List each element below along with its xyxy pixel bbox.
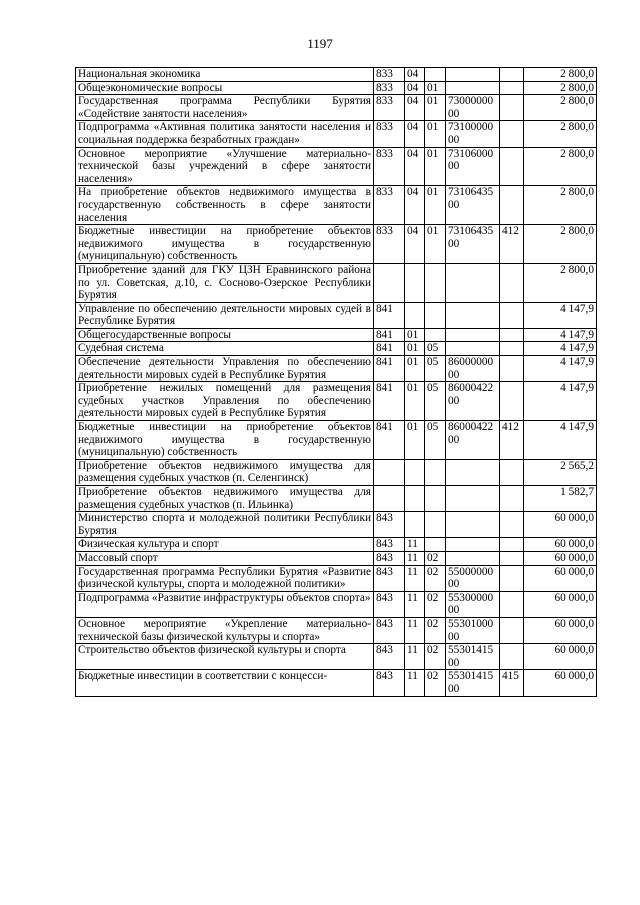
subsection-code xyxy=(425,68,446,82)
section-code xyxy=(405,512,425,538)
ministry-code xyxy=(374,459,405,485)
section-code xyxy=(405,263,425,302)
table-row xyxy=(76,328,597,342)
item-name: Бюджетные инвестиции на приобретение объектов недвижимого имущества в государственную (муниципальную) собственность xyxy=(76,421,374,460)
item-name: Приобретение объектов недвижимого имущества для размещения судебных участков (п. Ильинка) xyxy=(76,486,374,512)
item-name: Обеспечение деятельности Управления по обеспечению деятельности мировых судей в Республике Бурятия xyxy=(76,356,374,382)
ministry-code xyxy=(374,486,405,512)
subsection-code xyxy=(425,486,446,512)
table-row xyxy=(76,121,597,147)
ministry-code: 843 xyxy=(374,538,405,552)
item-name: Государственная программа Республики Бурятия «Развитие физической культуры, спорта и молодежной политики» xyxy=(76,565,374,591)
expense-type-code xyxy=(500,644,524,670)
section-code: 11 xyxy=(405,551,425,565)
item-name: Общеэкономические вопросы xyxy=(76,81,374,95)
subsection-code: 02 xyxy=(425,551,446,565)
item-name: Государственная программа Республики Бурятия «Содействие занятости населения» xyxy=(76,95,374,121)
expense-type-code xyxy=(500,459,524,485)
ministry-code: 833 xyxy=(374,147,405,186)
target-article-code xyxy=(446,551,500,565)
item-name: Общегосударственные вопросы xyxy=(76,328,374,342)
table-row xyxy=(76,421,597,460)
amount: 60 000,0 xyxy=(524,591,597,617)
table-row xyxy=(76,486,597,512)
expense-type-code xyxy=(500,302,524,328)
item-name: Приобретение объектов недвижимого имущества для размещения судебных участков (п. Селенгинск) xyxy=(76,459,374,485)
section-code xyxy=(405,459,425,485)
table-row xyxy=(76,95,597,121)
subsection-code xyxy=(425,263,446,302)
target-article-code xyxy=(446,342,500,356)
subsection-code: 01 xyxy=(425,225,446,264)
expense-type-code xyxy=(500,68,524,82)
item-name: Основное мероприятие «Укрепление материально-технической базы физической культуры и спорта» xyxy=(76,617,374,643)
expense-type-code xyxy=(500,382,524,421)
table-row xyxy=(76,551,597,565)
target-article-code xyxy=(446,328,500,342)
table-row xyxy=(76,459,597,485)
target-article-code: 7310600000 xyxy=(446,147,500,186)
expense-type-code xyxy=(500,328,524,342)
section-code: 04 xyxy=(405,121,425,147)
target-article-code xyxy=(446,68,500,82)
table-row xyxy=(76,382,597,421)
subsection-code: 01 xyxy=(425,147,446,186)
ministry-code: 833 xyxy=(374,81,405,95)
expense-type-code xyxy=(500,356,524,382)
subsection-code xyxy=(425,538,446,552)
subsection-code: 01 xyxy=(425,81,446,95)
ministry-code: 841 xyxy=(374,421,405,460)
ministry-code: 833 xyxy=(374,95,405,121)
item-name: Подпрограмма «Активная политика занятости населения и социальная поддержка безработных граждан» xyxy=(76,121,374,147)
ministry-code: 843 xyxy=(374,670,405,696)
section-code: 04 xyxy=(405,68,425,82)
item-name: Основное мероприятие «Улучшение материально-технической базы учреждений в сфере занятости населения» xyxy=(76,147,374,186)
amount: 4 147,9 xyxy=(524,342,597,356)
ministry-code xyxy=(374,263,405,302)
expense-type-code xyxy=(500,486,524,512)
subsection-code: 01 xyxy=(425,95,446,121)
ministry-code: 841 xyxy=(374,356,405,382)
section-code: 01 xyxy=(405,342,425,356)
target-article-code xyxy=(446,81,500,95)
section-code: 04 xyxy=(405,147,425,186)
amount: 60 000,0 xyxy=(524,538,597,552)
section-code xyxy=(405,486,425,512)
amount: 4 147,9 xyxy=(524,356,597,382)
target-article-code: 7310000000 xyxy=(446,121,500,147)
section-code: 04 xyxy=(405,186,425,225)
ministry-code: 833 xyxy=(374,121,405,147)
amount: 2 800,0 xyxy=(524,95,597,121)
ministry-code: 843 xyxy=(374,644,405,670)
table-row xyxy=(76,356,597,382)
ministry-code: 841 xyxy=(374,328,405,342)
table-row xyxy=(76,512,597,538)
expense-type-code xyxy=(500,81,524,95)
subsection-code xyxy=(425,328,446,342)
page-number: 1197 xyxy=(307,36,333,51)
section-code: 11 xyxy=(405,670,425,696)
budget-table-body xyxy=(76,68,597,697)
ministry-code: 843 xyxy=(374,551,405,565)
amount: 60 000,0 xyxy=(524,551,597,565)
table-row xyxy=(76,68,597,82)
subsection-code: 05 xyxy=(425,382,446,421)
section-code: 11 xyxy=(405,591,425,617)
expense-type-code xyxy=(500,617,524,643)
amount: 2 800,0 xyxy=(524,81,597,95)
subsection-code xyxy=(425,459,446,485)
subsection-code: 02 xyxy=(425,591,446,617)
target-article-code: 5530141500 xyxy=(446,670,500,696)
section-code xyxy=(405,302,425,328)
expense-type-code xyxy=(500,342,524,356)
amount: 2 800,0 xyxy=(524,147,597,186)
expense-type-code xyxy=(500,591,524,617)
target-article-code: 5530000000 xyxy=(446,591,500,617)
item-name: Управление по обеспечению деятельности мировых судей в Республике Бурятия xyxy=(76,302,374,328)
expense-type-code xyxy=(500,551,524,565)
item-name: Министерство спорта и молодежной политики Республики Бурятия xyxy=(76,512,374,538)
ministry-code: 841 xyxy=(374,342,405,356)
amount: 2 800,0 xyxy=(524,263,597,302)
ministry-code: 841 xyxy=(374,302,405,328)
ministry-code: 833 xyxy=(374,186,405,225)
table-row xyxy=(76,591,597,617)
expense-type-code xyxy=(500,565,524,591)
subsection-code: 02 xyxy=(425,644,446,670)
amount: 60 000,0 xyxy=(524,512,597,538)
amount: 60 000,0 xyxy=(524,670,597,696)
table-row xyxy=(76,538,597,552)
expense-type-code xyxy=(500,186,524,225)
expense-type-code xyxy=(500,147,524,186)
item-name: Приобретение нежилых помещений для размещения судебных участков Управления по обеспечению деятельности мировых судей в Республике Бурятия xyxy=(76,382,374,421)
amount: 2 800,0 xyxy=(524,225,597,264)
section-code: 11 xyxy=(405,565,425,591)
subsection-code: 05 xyxy=(425,421,446,460)
table-row xyxy=(76,147,597,186)
target-article-code: 8600000000 xyxy=(446,356,500,382)
amount: 4 147,9 xyxy=(524,382,597,421)
item-name: Строительство объектов физической культуры и спорта xyxy=(76,644,374,670)
subsection-code: 02 xyxy=(425,565,446,591)
target-article-code: 8600042200 xyxy=(446,382,500,421)
item-name: Подпрограмма «Развитие инфраструктуры объектов спорта» xyxy=(76,591,374,617)
item-name: На приобретение объектов недвижимого имущества в государственную собственность в сфере занятости населения xyxy=(76,186,374,225)
expense-type-code: 415 xyxy=(500,670,524,696)
section-code: 11 xyxy=(405,617,425,643)
section-code: 04 xyxy=(405,95,425,121)
item-name: Бюджетные инвестиции в соответствии с концесси- xyxy=(76,670,374,696)
target-article-code xyxy=(446,459,500,485)
ministry-code: 833 xyxy=(374,225,405,264)
item-name: Физическая культура и спорт xyxy=(76,538,374,552)
table-row xyxy=(76,225,597,264)
amount: 2 800,0 xyxy=(524,68,597,82)
section-code: 01 xyxy=(405,421,425,460)
target-article-code xyxy=(446,486,500,512)
amount: 2 800,0 xyxy=(524,121,597,147)
amount: 1 582,7 xyxy=(524,486,597,512)
item-name: Приобретение зданий для ГКУ ЦЗН Еравнинского района по ул. Советская, д.10, с. Сосново-Озерское Республики Бурятия xyxy=(76,263,374,302)
ministry-code: 843 xyxy=(374,565,405,591)
subsection-code: 01 xyxy=(425,121,446,147)
section-code: 04 xyxy=(405,225,425,264)
expense-type-code xyxy=(500,512,524,538)
target-article-code xyxy=(446,512,500,538)
expense-type-code xyxy=(500,95,524,121)
amount: 2 800,0 xyxy=(524,186,597,225)
section-code: 01 xyxy=(405,328,425,342)
ministry-code: 843 xyxy=(374,617,405,643)
amount: 4 147,9 xyxy=(524,421,597,460)
target-article-code: 8600042200 xyxy=(446,421,500,460)
target-article-code: 7310643500 xyxy=(446,225,500,264)
target-article-code: 5530141500 xyxy=(446,644,500,670)
ministry-code: 843 xyxy=(374,512,405,538)
target-article-code: 7300000000 xyxy=(446,95,500,121)
subsection-code xyxy=(425,302,446,328)
target-article-code: 5530100000 xyxy=(446,617,500,643)
subsection-code: 02 xyxy=(425,670,446,696)
amount: 60 000,0 xyxy=(524,644,597,670)
subsection-code: 05 xyxy=(425,342,446,356)
expense-type-code xyxy=(500,121,524,147)
target-article-code: 5500000000 xyxy=(446,565,500,591)
item-name: Судебная система xyxy=(76,342,374,356)
item-name: Массовый спорт xyxy=(76,551,374,565)
table-row xyxy=(76,644,597,670)
section-code: 11 xyxy=(405,644,425,670)
amount: 60 000,0 xyxy=(524,617,597,643)
table-row xyxy=(76,263,597,302)
item-name: Бюджетные инвестиции на приобретение объектов недвижимого имущества в государственную (муниципальную) собственность xyxy=(76,225,374,264)
ministry-code: 843 xyxy=(374,591,405,617)
expense-type-code xyxy=(500,538,524,552)
section-code: 11 xyxy=(405,538,425,552)
table-row xyxy=(76,302,597,328)
ministry-code: 833 xyxy=(374,68,405,82)
table-row xyxy=(76,342,597,356)
section-code: 04 xyxy=(405,81,425,95)
table-row xyxy=(76,81,597,95)
subsection-code: 02 xyxy=(425,617,446,643)
table-row xyxy=(76,565,597,591)
target-article-code xyxy=(446,263,500,302)
expense-type-code: 412 xyxy=(500,225,524,264)
ministry-code: 841 xyxy=(374,382,405,421)
amount: 4 147,9 xyxy=(524,328,597,342)
table-row xyxy=(76,186,597,225)
target-article-code: 7310643500 xyxy=(446,186,500,225)
expense-type-code: 412 xyxy=(500,421,524,460)
amount: 4 147,9 xyxy=(524,302,597,328)
item-name: Национальная экономика xyxy=(76,68,374,82)
section-code: 01 xyxy=(405,356,425,382)
subsection-code: 05 xyxy=(425,356,446,382)
table-row xyxy=(76,670,597,696)
table-row xyxy=(76,617,597,643)
subsection-code xyxy=(425,512,446,538)
target-article-code xyxy=(446,302,500,328)
target-article-code xyxy=(446,538,500,552)
budget-table xyxy=(75,67,597,697)
subsection-code: 01 xyxy=(425,186,446,225)
expense-type-code xyxy=(500,263,524,302)
amount: 2 565,2 xyxy=(524,459,597,485)
section-code: 01 xyxy=(405,382,425,421)
amount: 60 000,0 xyxy=(524,565,597,591)
